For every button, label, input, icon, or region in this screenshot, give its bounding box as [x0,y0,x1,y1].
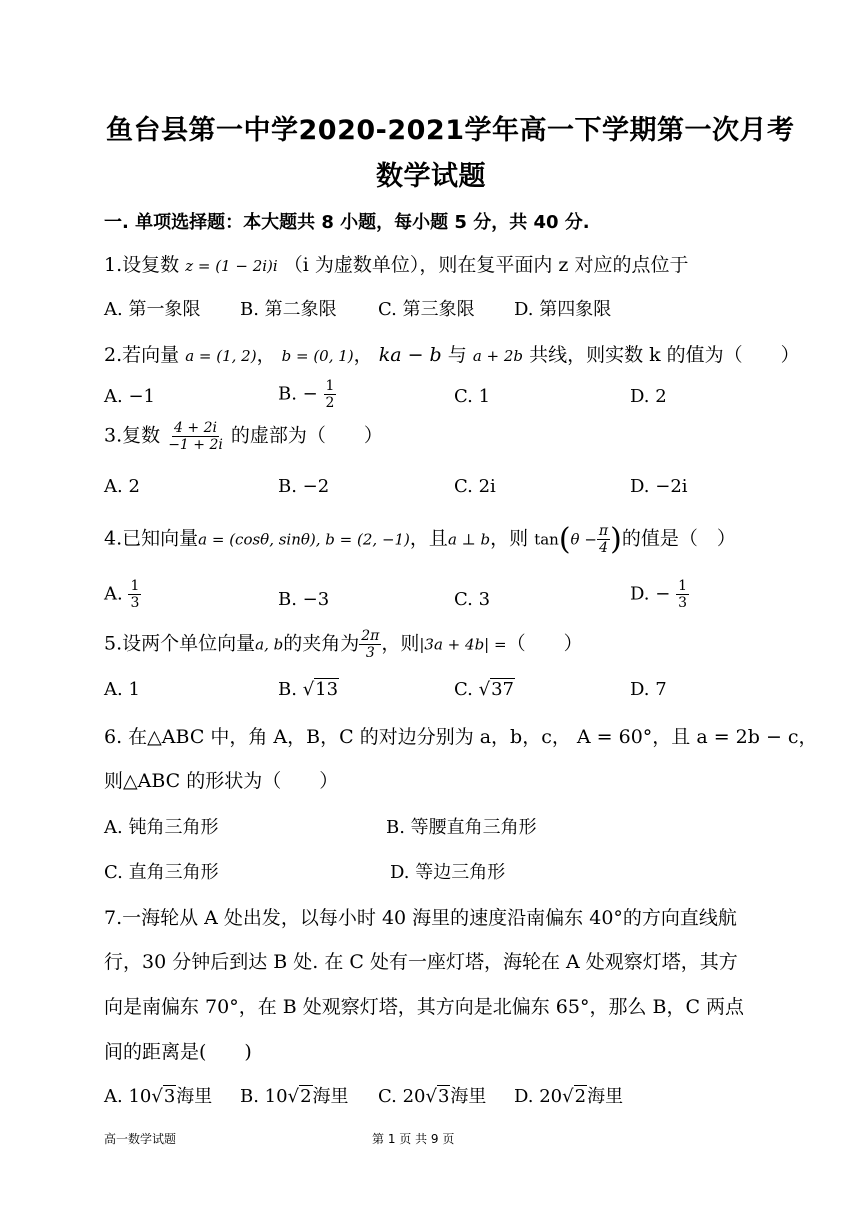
question-6-line-1: 6. 在△ABC 中，角 A，B，C 的对边分别为 a，b，c， A = 60°，且 a = 2b − c， [104,726,818,748]
question-7-line-2: 行，30 分钟后到达 B 处. 在 C 处有一座灯塔，海轮在 A 处观察灯塔，其方 [104,951,738,973]
q7-option-d-label: D. 20 [514,1086,563,1107]
q7-option-d-unit: 海里 [587,1086,624,1107]
q5-option-b-radicand: 13 [315,679,339,700]
question-7-line-4: 间的距离是( ) [104,1041,252,1063]
q4-pi-fraction [597,523,610,556]
q5-option-b-label: B. [278,679,297,700]
q5-option-b[interactable]: B. √13 [278,679,339,700]
q5-angle-denominator: 3 [365,645,375,662]
q4-option-a-label: A. [104,583,123,605]
q4-option-d-denominator: 3 [678,595,687,612]
page-number: 第 1 页 共 9 页 [372,1132,455,1146]
q7-option-a[interactable]: A. 10√3海里 [104,1086,213,1107]
q2-option-c[interactable]: C. 1 [454,386,491,407]
q4-option-a[interactable] [104,578,141,611]
q1-expression: z = (1 − 2i)i [185,257,278,275]
q4-vectors: a = (cosθ, sinθ), b = (2, −1) [198,530,410,549]
question-5 [104,628,583,661]
q4-option-a-denominator: 3 [130,595,140,612]
q5-stem-tail: （ ） [506,632,583,655]
q5-angle-fraction [359,628,381,661]
q4-option-d[interactable] [630,578,689,611]
q2-vector-a: a = (1, 2) [185,347,257,365]
q3-stem-tail: 的虚部为（ ） [230,424,383,447]
q2-option-b-numerator: 1 [325,378,335,394]
question-2: 2.若向量 a = (1, 2)， b = (0, 1)， ka − b 与 a + 2b 共线，则实数 k 的值为（ ） [104,344,800,366]
question-7-line-1: 7.一海轮从 A 处出发，以每小时 40 海里的速度沿南偏东 40°的方向直线航 [104,907,737,929]
q5-option-c-label: C. [454,679,473,700]
q6-option-b[interactable]: B. 等腰直角三角形 [386,817,537,838]
q4-option-a-numerator: 1 [130,578,140,594]
q4-option-d-label: D. − [630,583,671,605]
q7-option-c-label: C. 20 [378,1086,426,1107]
page-subtitle: 数学试题 [376,161,486,192]
q2-option-b-label: B. − [278,383,318,405]
q3-stem: 3.复数 [104,424,161,447]
q7-option-b-radicand: 2 [300,1086,312,1107]
q1-stem-tail: （i 为虚数单位），则在复平面内 z 对应的点位于 [283,254,689,276]
q3-numerator: 4 + 2i [174,420,217,436]
q3-option-a[interactable]: A. 2 [104,476,140,497]
q1-option-a[interactable]: A. 第一象限 [104,299,201,320]
q7-option-c-radicand: 3 [437,1086,450,1107]
q5-magnitude: |3a + 4b| = [419,635,507,654]
q5-stem: 5.设两个单位向量 [104,632,256,655]
q7-option-c-unit: 海里 [450,1086,487,1107]
q7-option-a-label: A. 10 [104,1086,152,1107]
question-7-line-3: 向是南偏东 70°，在 B 处观察灯塔，其方向是北偏东 65°，那么 B，C 两点 [104,996,745,1018]
q4-pi: π [598,522,609,539]
q2-vector-b: b = (0, 1) [281,347,354,365]
q4-tan: tan [534,530,559,549]
q6-option-d[interactable]: D. 等边三角形 [390,862,506,883]
q4-perpendicular: a ⊥ b [447,530,491,549]
question-6-line-2: 则△ABC 的形状为（ ） [104,770,339,792]
q4-option-b[interactable]: B. −3 [278,589,330,610]
q1-option-c[interactable]: C. 第三象限 [378,299,475,320]
q2-expression-1: ka − b [378,344,442,366]
q7-option-b[interactable]: B. 10√2海里 [240,1086,349,1107]
q2-option-b-fraction [324,378,337,411]
q4-theta: θ − [570,530,597,549]
q2-option-b-denominator: 2 [325,395,335,412]
q6-option-a[interactable]: A. 钝角三角形 [104,817,219,838]
page-title: 鱼台县第一中学2020-2021学年高一下学期第一次月考 [106,115,795,146]
q2-stem-tail: 共线，则实数 k 的值为（ ） [529,344,800,366]
question-1 [104,250,688,277]
q5-option-d[interactable]: D. 7 [630,679,667,700]
q4-stem: 4.已知向量 [104,527,199,550]
q4-connector: ，且 [409,527,448,550]
q1-option-b[interactable]: B. 第二象限 [240,299,337,320]
q3-option-d[interactable]: D. −2i [630,476,688,497]
q3-denominator: −1 + 2i [168,437,223,454]
q5-connector-2: ，则 [381,632,420,655]
question-3 [104,420,383,453]
q2-option-b[interactable] [278,378,336,411]
q4-option-a-fraction [128,578,141,611]
q5-option-c-radicand: 37 [491,679,514,700]
q4-option-d-numerator: 1 [678,578,687,594]
q7-option-b-unit: 海里 [312,1086,349,1107]
q7-option-d[interactable]: D. 20√2海里 [514,1086,624,1107]
q2-stem: 2.若向量 [104,344,180,366]
footer-left: 高一数学试题 [104,1132,177,1146]
q3-option-c[interactable]: C. 2i [454,476,496,497]
q5-vectors: a, b [255,635,284,654]
q4-option-c[interactable]: C. 3 [454,589,491,610]
q4-option-d-fraction [676,578,689,611]
question-4: 4.已知向量a = (cosθ, sinθ), b = (2, −1)，且a ⊥ b，则 tan(θ − $\frac{\pi}{4}$ )的值是（ ） [104,522,736,557]
q5-angle-numerator: 2π [361,628,380,644]
q2-expression-2: a + 2b [472,347,524,365]
q3-fraction [166,420,225,453]
q5-option-c[interactable]: C. √37 [454,679,514,700]
q6-option-c[interactable]: C. 直角三角形 [104,862,219,883]
q7-option-d-radicand: 2 [574,1086,587,1107]
q7-option-a-unit: 海里 [176,1086,213,1107]
q2-option-a[interactable]: A. −1 [104,386,155,407]
q4-four: 4 [599,540,608,556]
q1-stem: 1.设复数 [104,254,180,276]
section-header: 一. 单项选择题：本大题共 8 小题，每小题 5 分，共 40 分. [104,212,590,233]
q5-option-a[interactable]: A. 1 [104,679,140,700]
q3-option-b[interactable]: B. −2 [278,476,330,497]
q7-option-a-radicand: 3 [163,1086,176,1107]
q1-option-d[interactable]: D. 第四象限 [514,299,612,320]
q7-option-b-label: B. 10 [240,1086,288,1107]
q2-connector: 与 [447,344,467,366]
q4-connector-2: ，则 [490,527,529,550]
q2-option-d[interactable]: D. 2 [630,386,667,407]
q5-connector: 的夹角为 [283,632,360,655]
q4-stem-tail: 的值是（ ） [621,527,736,550]
q7-option-c[interactable]: C. 20√3海里 [378,1086,487,1107]
